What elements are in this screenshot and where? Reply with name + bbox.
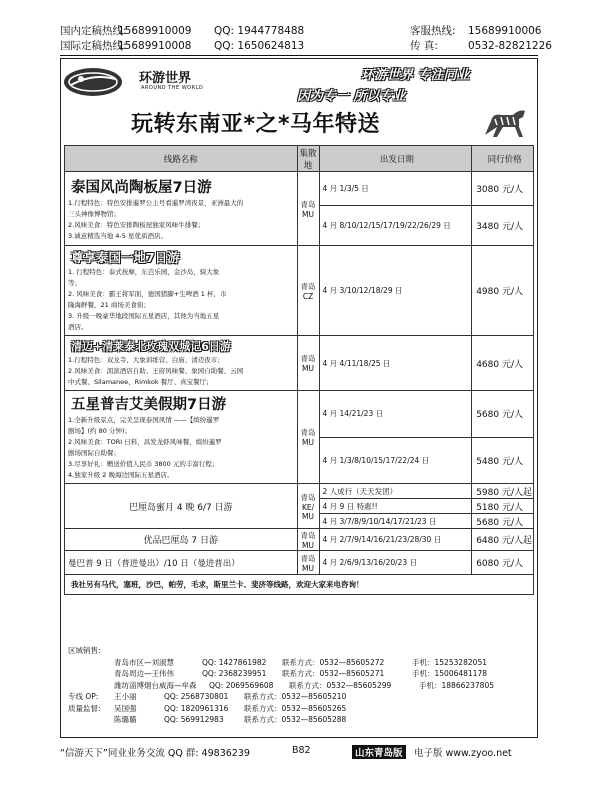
- website-link[interactable]: 电子版 www.zyoo.net: [414, 748, 512, 759]
- contact-name: 陈璐璐: [114, 715, 137, 724]
- contact-name: 王小丽: [114, 692, 137, 701]
- hotline-left: [60, 24, 304, 54]
- route-line: 剧场】(约 80 分钟)；: [68, 427, 131, 435]
- island-name: 优品巴厘岛 7 日游: [65, 529, 298, 551]
- table-header: [65, 146, 534, 172]
- edition-badge: 山东青岛版: [352, 745, 406, 759]
- table-row: [65, 336, 534, 391]
- globe-logo-icon: [63, 65, 123, 97]
- route-date: 4 月 14/21/23 日: [319, 391, 472, 438]
- route-line: 2.风味美食：湄滨酒店自助、王府风味餐、象园自助餐、云园: [68, 367, 244, 375]
- slogan-2: 因为专一 所以专业: [297, 89, 406, 104]
- domestic-phone: 15689910009: [118, 25, 192, 37]
- contact-phone: 联系方式：0532—85605210: [244, 692, 347, 701]
- route-price: 3080 元/人: [472, 172, 534, 206]
- region-label: 区域销售:: [68, 646, 101, 655]
- route-line: 1.行程特色：特色安排暹罗公主号看暹罗湾夜景，亚洲最大的: [68, 198, 244, 207]
- contact-name: 吴国强: [114, 703, 137, 713]
- table-row: [65, 529, 534, 551]
- contact-phone: 联系方式：0532—85605299: [289, 680, 392, 690]
- domestic-label: 国内定稿热线:: [60, 25, 127, 37]
- route-cell: [65, 336, 298, 391]
- route-line: 3.尽享好礼：赠送价值人民币 3800 元的丰富行程；: [68, 460, 219, 468]
- route-cell: [65, 391, 298, 484]
- route-line: 2.风味美食：TORI 日料，昌发龙虾风味餐，缤纷暹罗: [68, 438, 222, 446]
- route-name: 尊享泰国一地7日游: [71, 250, 180, 265]
- route-price: 5680 元/人: [472, 391, 534, 438]
- route-line: 中式餐、Silamanee、Rimkok 餐厅、真宝餐厅；: [68, 378, 213, 386]
- route-city: 青岛 MU: [297, 336, 319, 391]
- route-line: 2.风味美食：特色安排陶板屋独家风味牛排餐；: [68, 220, 205, 229]
- table-row: [65, 575, 534, 595]
- route-line: 3.诚意精选当地 4-5 星优质酒店。: [68, 231, 167, 240]
- multi-name: 曼巴普 9 日（普进曼出）/10 日（曼进普出）: [65, 551, 298, 575]
- island-price: 6480 元/人起: [472, 529, 534, 551]
- multi-date: 4 月 2/6/9/13/16/20/23 日: [319, 551, 472, 575]
- fax-label: 传 真:: [410, 40, 438, 52]
- route-price: 5480 元/人: [472, 437, 534, 484]
- table-row: [65, 484, 534, 499]
- route-city: 青岛 MU: [297, 172, 319, 246]
- contact-phone: 联系方式：0532—85605272: [282, 657, 385, 667]
- page-title: 玩转东南亚*之*马年特送: [131, 112, 381, 137]
- table-row: [65, 391, 534, 438]
- contact-phone: 联系方式：0532—85605271: [282, 669, 385, 678]
- service-label: 客服热线:: [410, 25, 456, 37]
- route-line: 2. 风味美食：霸王将军面，德国猪脚+生啤酒 1 杯，市: [68, 290, 227, 298]
- other-routes-note: 我社另有马代，塞班，沙巴，帕劳，毛求，斯里兰卡、斐济等线路，欢迎大家来电咨询！: [65, 575, 534, 595]
- line-op-label: 专线 OP:: [68, 692, 99, 701]
- horse-icon: [479, 105, 529, 141]
- contact-qq: QQ: 1820961316: [164, 703, 229, 713]
- flyer-frame: [60, 58, 538, 738]
- route-cell: [65, 172, 298, 246]
- route-line: 3. 升级一晚豪华地段国际五星酒店，其他为当地五星: [68, 312, 220, 320]
- route-line: 1.全新升级景点，完美呈现泰国风情 ——【缤纷暹罗: [68, 416, 220, 424]
- route-line: 等；: [68, 279, 81, 287]
- table-row: [65, 246, 534, 336]
- route-name: 五星普吉艾美假期7日游: [71, 397, 227, 413]
- route-table: [64, 145, 534, 595]
- contact-phone: 联系方式：0532—85605265: [244, 703, 347, 713]
- bali-city: 青岛 KE/ MU: [297, 484, 319, 529]
- route-date: 4 月 3/10/12/18/29 日: [319, 246, 472, 336]
- banner: [61, 59, 536, 142]
- quality-label: 质量监督:: [68, 703, 101, 713]
- route-date: 4 月 4/11/18/25 日: [319, 336, 472, 391]
- contact-qq: QQ: 2568730801: [164, 692, 229, 701]
- contact-mobile: 手机：15253282051: [412, 657, 487, 667]
- header-route: 线路名称: [65, 146, 298, 172]
- route-city: 青岛 CZ: [297, 246, 319, 336]
- route-line: 剧场国际自助餐；: [68, 449, 120, 457]
- island-city: 青岛 MU: [297, 529, 319, 551]
- intl-phone: 15689910008: [118, 40, 192, 52]
- header-price: 同行价格: [472, 146, 534, 172]
- qq-group: “信游天下”同业业务交流 QQ 群: 49836239: [60, 748, 250, 759]
- route-name: 清迈+清莱泰北玫瑰双城记6日游: [71, 340, 231, 353]
- route-line: 隆海鲜餐，21 商场美食街；: [68, 301, 150, 309]
- sales-contacts: [64, 645, 534, 726]
- route-date: 4 月 1/3/8/10/15/17/22/24 日: [319, 437, 472, 484]
- bali-date: 2 人成行（天天发团）: [319, 484, 472, 499]
- fax-value: 0532-82821226: [468, 40, 552, 52]
- route-city: 青岛 MU: [297, 391, 319, 484]
- intl-label: 国际定稿热线:: [60, 40, 127, 52]
- bali-date: 4 月 9 日 特惠!!: [319, 499, 472, 514]
- brand-name: 环游世界: [139, 71, 192, 86]
- route-name: 泰国风尚陶板屋7日游: [71, 179, 212, 196]
- bali-price: 5680 元/人: [472, 514, 534, 529]
- bali-date: 4 月 3/7/8/9/10/14/17/21/23 日: [319, 514, 472, 529]
- table-row: [65, 172, 534, 206]
- hotline-right: [410, 24, 552, 54]
- route-line: 1.行程特色：双龙寺、大象训练营、白庙、清迈夜市；: [68, 356, 224, 364]
- island-date: 4 月 2/7/9/14/16/21/23/28/30 日: [319, 529, 472, 551]
- route-line: 1. 行程特色：泰式按摩，东芭乐园，金沙岛，骑大象: [68, 268, 220, 276]
- multi-price: 6080 元/人: [472, 551, 534, 575]
- route-line: 酒店。: [68, 323, 88, 331]
- bali-price: 5980 元/人起: [472, 484, 534, 499]
- contact-mobile: 手机：18866237805: [419, 680, 494, 690]
- contact-qq: QQ: 1427861982: [202, 657, 267, 667]
- route-date: 4 月 8/10/12/15/17/19/22/26/29 日: [319, 206, 472, 246]
- contact-name: 青岛周边—王伟伟: [114, 669, 174, 678]
- contact-qq: QQ: 2368239951: [202, 669, 267, 678]
- multi-city: 青岛 MU: [297, 551, 319, 575]
- contact-name: 青岛市区—刘淑慧: [114, 657, 174, 667]
- table-row: [65, 551, 534, 575]
- bali-price: 5180 元/人: [472, 499, 534, 514]
- brand-subtitle: AROUND THE WORLD: [141, 85, 204, 91]
- page-number: B82: [292, 745, 311, 756]
- route-price: 4980 元/人: [472, 246, 534, 336]
- route-cell: [65, 246, 298, 336]
- contact-qq: QQ: 569912983: [164, 715, 224, 724]
- slogan-1: 环游世界 专注同业: [361, 68, 470, 83]
- header-city: 集散地: [297, 146, 319, 172]
- contact-qq: QQ: 2069569608: [209, 680, 274, 690]
- route-date: 4 月 1/3/5 日: [319, 172, 472, 206]
- header-divider: [60, 55, 538, 56]
- intl-qq: QQ: 1650624813: [214, 40, 305, 52]
- contact-mobile: 手机：15006481178: [412, 669, 487, 678]
- bali-name: 巴厘岛蜜月 4 晚 6/7 日游: [65, 484, 298, 529]
- route-price: 4680 元/人: [472, 336, 534, 391]
- route-line: 4.独家升级 2 晚海边国际五星酒店。: [68, 471, 174, 479]
- domestic-qq: QQ: 1944778488: [214, 25, 305, 37]
- service-phone: 15689910006: [468, 25, 542, 37]
- contact-phone: 联系方式：0532—85605288: [244, 715, 347, 724]
- route-price: 3480 元/人: [472, 206, 534, 246]
- header-date: 出发日期: [319, 146, 472, 172]
- contact-name: 潍坊淄博烟台威海—牟森: [114, 680, 197, 690]
- route-line: 三头神像博物馆；: [68, 209, 120, 218]
